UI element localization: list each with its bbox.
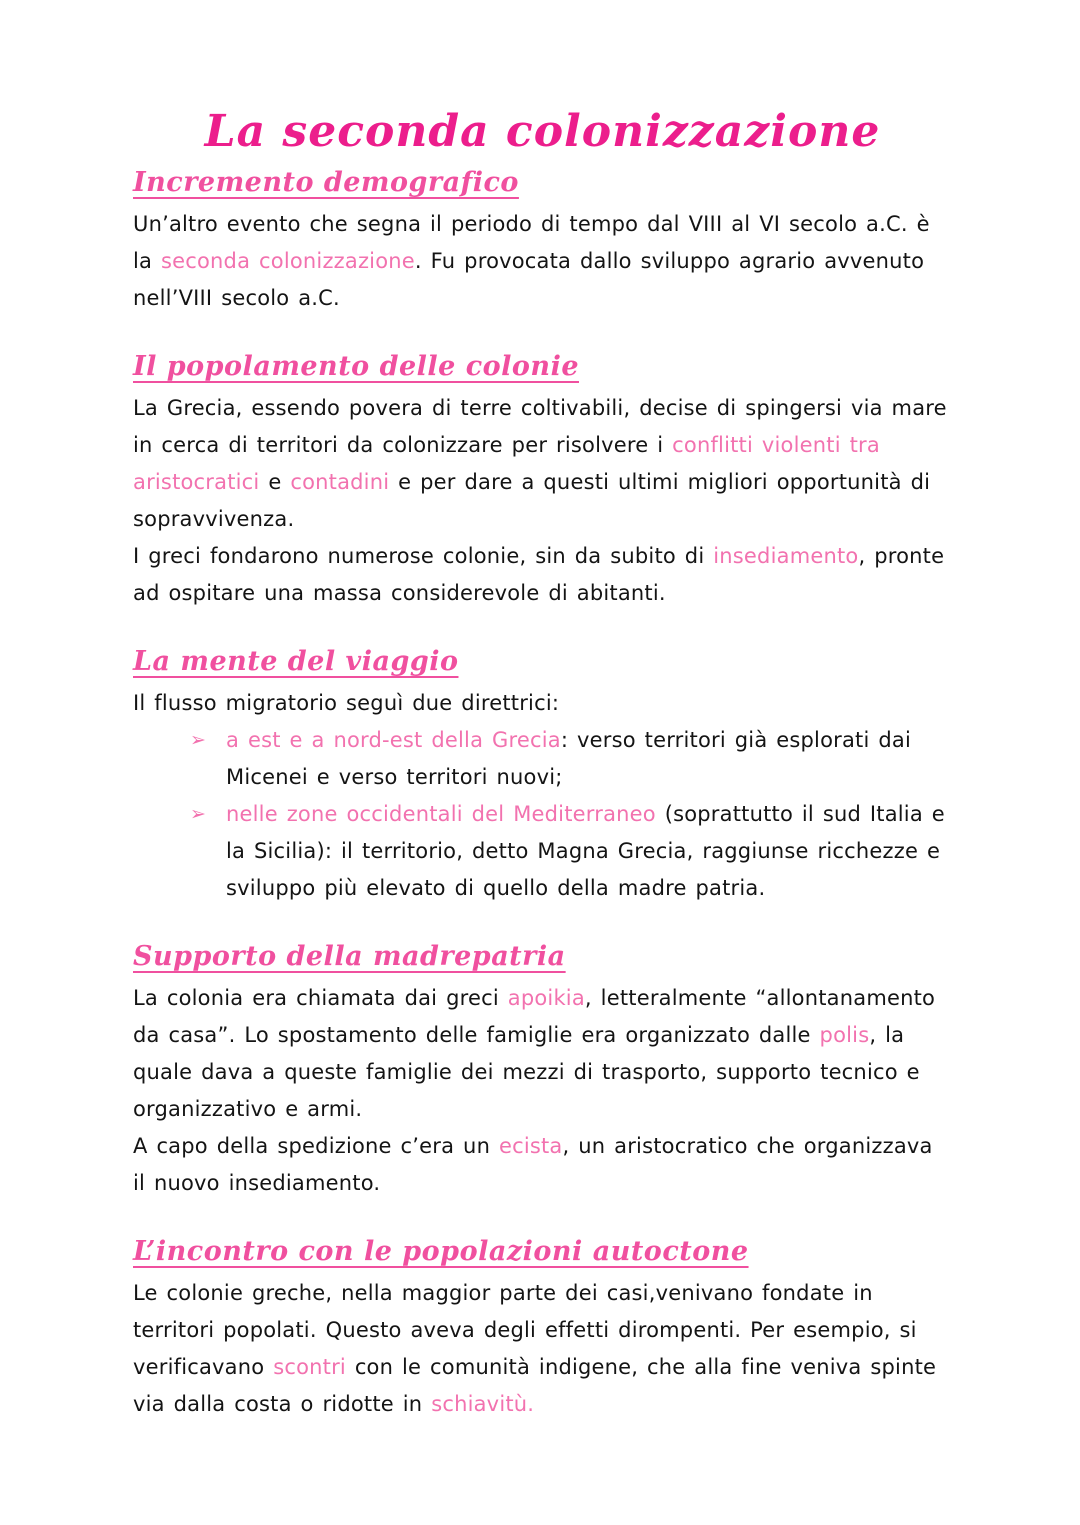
document-title: La seconda colonizzazione <box>204 106 881 157</box>
highlighted-term: contadini <box>290 470 390 494</box>
highlighted-term: seconda colonizzazione <box>160 249 415 273</box>
section-incremento-demografico <box>133 167 952 317</box>
text-run: , un aristocratico che organizzava il nuovo insediamento. <box>133 1134 933 1195</box>
paragraph <box>133 390 952 538</box>
section-heading-il-popolamento-delle-colonie: Il popolamento delle colonie <box>133 351 579 382</box>
text-run: A capo della spedizione c’era un <box>133 1134 499 1158</box>
bullet-list <box>133 722 952 907</box>
text-run: : verso territori già esplorati dai Micenei e verso territori nuovi; <box>226 728 912 789</box>
section-il-popolamento-delle-colonie <box>133 351 952 612</box>
highlighted-term: scontri <box>273 1355 346 1379</box>
text-run: I greci fondarono numerose colonie, sin da subito di <box>133 544 714 568</box>
text-run: La colonia era chiamata dai greci <box>133 986 508 1010</box>
highlighted-term: insediamento <box>713 544 859 568</box>
section-incontro-popolazioni-autoctone <box>133 1236 952 1423</box>
paragraph <box>133 206 952 317</box>
text-run: Le colonie greche, nella maggior parte dei casi,venivano fondate in territori popolati. Questo aveva degli effetti dirompenti. Per esempio, si verificavano <box>133 1281 917 1379</box>
text-run: e <box>259 470 291 494</box>
highlighted-term: apoikia <box>507 986 585 1010</box>
section-heading-incontro-popolazioni-autoctone: L’incontro con le popolazioni autoctone <box>133 1236 749 1267</box>
bullet-item <box>190 722 952 796</box>
section-la-mente-del-viaggio <box>133 646 952 907</box>
text-run: La Grecia, essendo povera di terre coltivabili, decise di spingersi via mare in cerca di territori da colonizzare per risolvere i <box>133 396 947 457</box>
section-heading-la-mente-del-viaggio: La mente del viaggio <box>133 646 459 677</box>
highlighted-term: polis <box>819 1023 870 1047</box>
section-heading-supporto-della-madrepatria: Supporto della madrepatria <box>133 941 566 972</box>
bullet-item <box>190 796 952 907</box>
text-run: Il flusso migratorio seguì due direttrici: <box>133 691 560 715</box>
highlighted-term: schiavitù. <box>431 1392 535 1416</box>
arrow-bullet-icon: ➢ <box>190 803 207 825</box>
highlighted-term: ecista <box>498 1134 563 1158</box>
paragraph <box>133 685 952 722</box>
section-supporto-della-madrepatria <box>133 941 952 1202</box>
bullet-text <box>226 722 952 796</box>
text-run: con le comunità indigene, che alla fine veniva spinte via dalla costa o ridotte in <box>133 1355 937 1416</box>
highlighted-term: nelle zone occidentali del Mediterraneo <box>226 802 656 826</box>
text-run: , letteralmente “allontanamento da casa”. Lo spostamento delle famiglie era organizzato dalle <box>133 986 936 1047</box>
paragraph <box>133 980 952 1128</box>
highlighted-term: conflitti violenti tra aristocratici <box>133 433 880 494</box>
text-run: Un’altro evento che segna il periodo di tempo dal VIII al VI secolo a.C. è la <box>133 212 930 273</box>
text-run: , pronte ad ospitare una massa considerevole di abitanti. <box>133 544 945 605</box>
text-run: , la quale dava a queste famiglie dei mezzi di trasporto, supporto tecnico e organizzativo e armi. <box>133 1023 920 1121</box>
text-run: (soprattutto il sud Italia e la Sicilia): il territorio, detto Magna Grecia, raggiunse ricchezze e sviluppo più elevato di quello della madre patria. <box>226 802 945 900</box>
text-run: e per dare a questi ultimi migliori opportunità di sopravvivenza. <box>133 470 931 531</box>
paragraph <box>133 1275 952 1423</box>
bullet-text <box>226 796 952 907</box>
section-heading-incremento-demografico: Incremento demografico <box>133 167 519 198</box>
paragraph <box>133 538 952 612</box>
highlighted-term: a est e a nord-est della Grecia <box>226 728 561 752</box>
text-run: . Fu provocata dallo sviluppo agrario avvenuto nell’VIII secolo a.C. <box>133 249 925 310</box>
arrow-bullet-icon: ➢ <box>190 729 207 751</box>
paragraph <box>133 1128 952 1202</box>
